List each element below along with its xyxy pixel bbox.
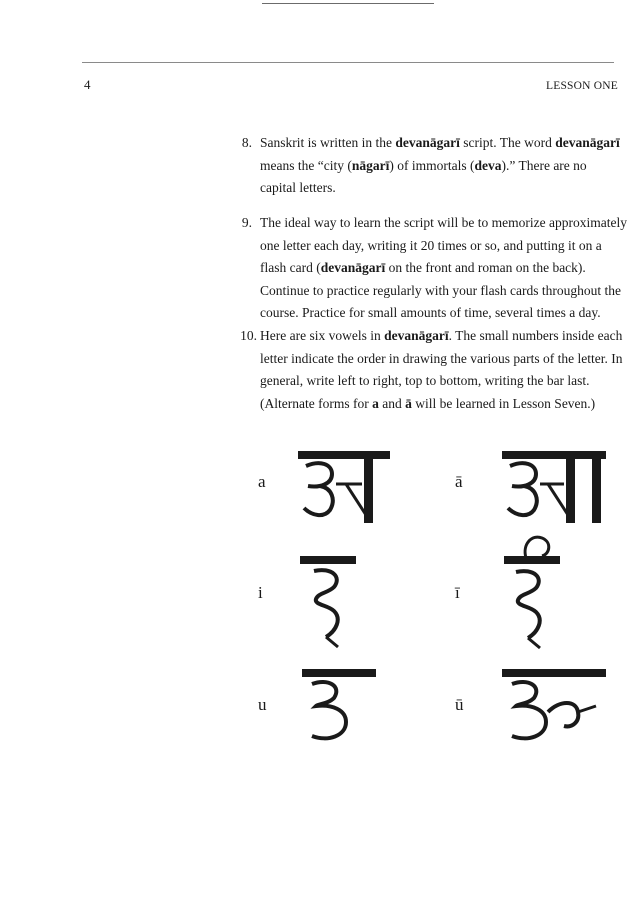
vowel-label-ii: ī [455, 583, 460, 602]
text-line: course. Practice for small amounts of time, several times a day. [260, 305, 601, 320]
item-number: 8. [241, 135, 252, 150]
item-number: 10. [240, 328, 257, 343]
running-head: LESSON ONE [546, 80, 618, 92]
vowel-label-uu: ū [455, 695, 464, 714]
text-line: letter indicate the order in drawing the various parts of the letter. In [260, 350, 623, 366]
vowel-label-aa: ā [455, 472, 463, 491]
devanagari-ii-glyph-icon [500, 530, 564, 650]
item-number: 9. [241, 215, 252, 230]
text-line: Sanskrit is written in the devanāgarī script. The word devanāgarī [260, 135, 620, 150]
devanagari-aa-glyph-icon [500, 448, 610, 526]
vowel-label-i: i [258, 583, 263, 602]
text-line: Here are six vowels in devanāgarī. The small numbers inside each [260, 328, 623, 343]
devanagari-a-glyph-icon [296, 448, 392, 526]
vowel-label-a: a [258, 472, 266, 491]
item-8 [241, 132, 620, 200]
text-line: Continue to practice regularly with your flash cards throughout the [260, 282, 622, 298]
page-number: 4 [84, 77, 91, 92]
text-line: capital letters. [260, 180, 336, 195]
text-line: means the “city (nāgarī) of immortals (deva).” There are no [260, 157, 587, 173]
text-line: one letter each day, writing it 20 times or so, and putting it on a [260, 237, 602, 253]
text-line: general, write left to right, top to bottom, writing the bar last. [260, 373, 590, 388]
text-line: (Alternate forms for a and ā will be learned in Lesson Seven.) [260, 395, 596, 411]
text-line: flash card (devanāgarī on the front and roman on the back). [260, 260, 586, 275]
vowel-label-u: u [258, 695, 267, 714]
devanagari-uu-glyph-icon [498, 666, 610, 744]
item-10 [240, 325, 623, 415]
top-rule [262, 3, 434, 4]
item-9 [241, 212, 627, 325]
text-line: The ideal way to learn the script will be to memorize approximately [260, 215, 627, 230]
devanagari-i-glyph-icon [298, 553, 358, 649]
devanagari-u-glyph-icon [298, 666, 380, 744]
header-rule [82, 62, 614, 63]
